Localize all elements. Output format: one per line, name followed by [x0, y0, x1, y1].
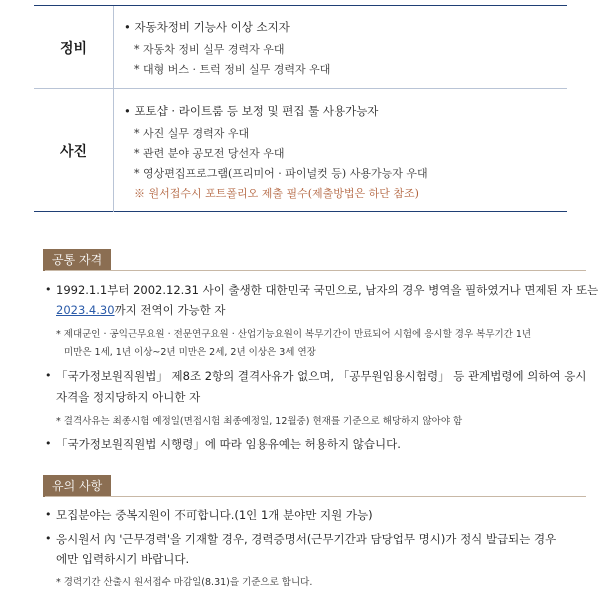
bullet-dot: • [45, 369, 52, 382]
common-note-2: * 결격사유는 최종시험 예정일(면접시험 최종예정일, 12월중) 현재를 기준으로 해당하지 않아야 함 [56, 416, 463, 427]
table-row-photo [34, 88, 567, 212]
category-maintenance: 정비 [34, 6, 114, 89]
preference-item: * 영상편집프로그램(프리미어 · 파이널컷 등) 사용가능자 우대 [134, 167, 428, 180]
section-divider [45, 270, 586, 271]
common-item-2-line-2: 자격을 정지당하지 아니한 자 [56, 390, 201, 404]
notice-note-1: * 경력기간 산출시 원서접수 마감일(8.31)을 기준으로 합니다. [56, 577, 313, 588]
bullet-dot: • [45, 283, 52, 296]
table-row-maintenance [34, 5, 567, 89]
date-link[interactable]: 2023.4.30 [56, 303, 115, 317]
requirement-bullet: • 포토샵 · 라이트룸 등 보정 및 편집 툴 사용가능자 [124, 104, 379, 118]
preference-item: * 대형 버스 · 트럭 정비 실무 경력자 우대 [134, 63, 331, 76]
common-item-3: 「국가정보원직원법 시행령」에 따라 임용유예는 허용하지 않습니다. [56, 437, 401, 451]
bullet-dot: • [45, 437, 52, 450]
notice-item-2-line-1: 응시원서 內 '근무경력'을 기재할 경우, 경력증명서(근무기간과 담당업무 명시)가 정식 발급되는 경우 [56, 532, 557, 546]
requirement-bullet: • 자동차정비 기능사 이상 소지자 [124, 20, 290, 34]
bullet-dot: • [45, 532, 52, 545]
notice-item-2-line-2: 에만 입력하시기 바랍니다. [56, 552, 190, 566]
common-note-1-line-2: 미만은 1세, 1년 이상~2년 미만은 2세, 2년 이상은 3세 연장 [64, 347, 316, 358]
preference-item: * 사진 실무 경력자 우대 [134, 127, 250, 140]
common-item-2-line-1: 「국가정보원직원법」 제8조 2항의 결격사유가 없으며, 「공무원임용시험령」 등 관계법령에 의하여 응시 [56, 369, 587, 383]
bullet-dot: • [45, 508, 52, 521]
section-divider [45, 496, 586, 497]
portfolio-note: ※ 원서접수시 포트폴리오 제출 필수(제출방법은 하단 참조) [134, 187, 419, 200]
preference-item: * 자동차 정비 실무 경력자 우대 [134, 43, 285, 56]
section-header-common: 공통 자격 [43, 249, 111, 271]
section-header-notice: 유의 사항 [43, 475, 111, 497]
qualification-table [34, 0, 567, 212]
category-photo: 사진 [34, 89, 114, 212]
preference-item: * 관련 분야 공모전 당선자 우대 [134, 147, 285, 160]
common-note-1-line-1: * 제대군인 · 공익근무요원 · 전문연구요원 · 산업기능요원이 복무기간이 만료되어 시험에 응시할 경우 복무기간 1년 [56, 329, 532, 340]
notice-item-1: 모집분야는 중복지원이 不可합니다.(1인 1개 분야만 지원 가능) [56, 508, 373, 522]
common-item-1-line-1: 1992.1.1부터 2002.12.31 사이 출생한 대한민국 국민으로, 남자의 경우 병역을 필하였거나 면제된 자 또는 [56, 283, 599, 297]
common-item-1-line-2: 2023.4.30까지 전역이 가능한 자 [56, 303, 226, 317]
